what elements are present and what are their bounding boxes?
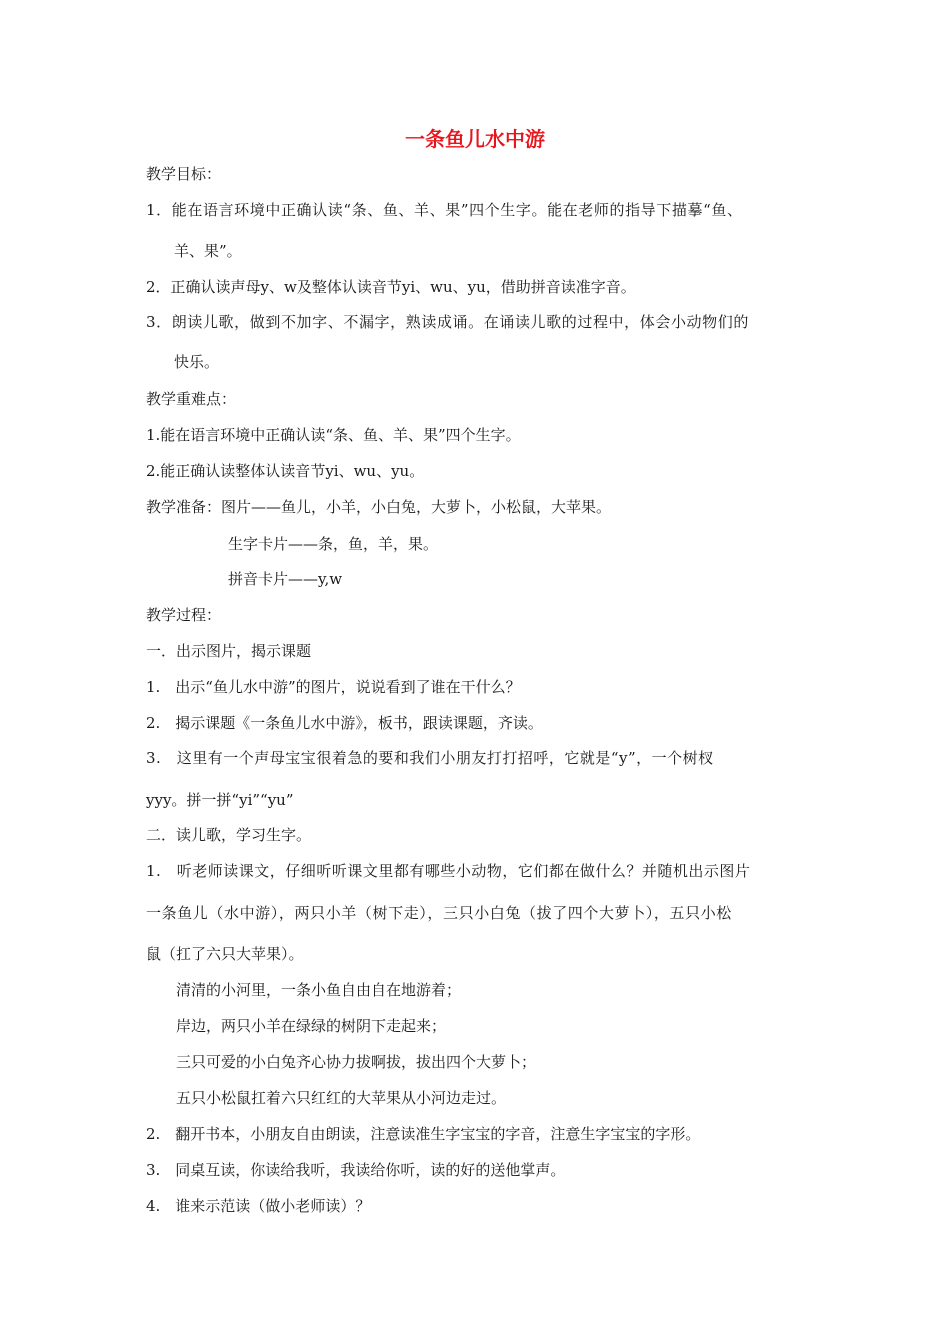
preparation: 教学准备：图片——鱼儿，小羊，小白兔，大萝卜，小松鼠，大苹果。	[146, 498, 612, 516]
step-two-item-1: 1. 听老师读课文，仔细听听课文里都有哪些小动物，它们都在做什么？并随机出示图片	[146, 862, 751, 880]
poem-line-1: 清清的小河里，一条小鱼自由自在地游着；	[176, 981, 462, 999]
objective-3: 3．朗读儿歌，做到不加字、不漏字，熟读成诵。在诵读儿歌的过程中，体会小动物们的	[146, 313, 749, 331]
step-two-item-4: 4. 谁来示范读（做小老师读）？	[146, 1197, 371, 1215]
step-one-heading: 一．出示图片，揭示课题	[146, 642, 312, 660]
poem-line-4: 五只小松鼠扛着六只红红的大苹果从小河边走过。	[176, 1089, 507, 1107]
document-title: 一条鱼儿水中游	[405, 127, 545, 151]
step-two-item-1-cont2: 鼠（扛了六只大苹果）。	[146, 945, 304, 963]
step-two-item-2: 2. 翻开书本，小朋友自由朗读，注意读准生字宝宝的字音，注意生字宝宝的字形。	[146, 1125, 701, 1143]
objective-2: 2．正确认读声母y、w及整体认读音节yi、wu、yu，借助拼音读准字音。	[146, 278, 636, 296]
key-point-1: 1.能在语言环境中正确认读“条、鱼、羊、果”四个生字。	[146, 426, 521, 444]
poem-line-3: 三只可爱的小白兔齐心协力拔啊拔，拔出四个大萝卜；	[176, 1053, 537, 1071]
section-heading-objectives: 教学目标：	[146, 165, 222, 183]
step-one-item-1: 1. 出示“鱼儿水中游”的图片，说说看到了谁在干什么？	[146, 678, 521, 696]
key-point-2: 2.能正确认读整体认读音节yi、wu、yu。	[146, 462, 425, 480]
objective-1-cont: 羊、果”。	[174, 242, 242, 260]
preparation-cards: 生字卡片——条，鱼，羊，果。	[228, 535, 439, 553]
section-heading-process: 教学过程：	[146, 606, 222, 624]
objective-3-cont: 快乐。	[174, 353, 220, 371]
poem-line-2: 岸边，两只小羊在绿绿的树阴下走起来；	[176, 1017, 447, 1035]
step-one-item-3-cont: yyy。拼一拼“yi”“yu”	[146, 791, 294, 809]
step-one-item-2: 2. 揭示课题《一条鱼儿水中游》，板书，跟读课题，齐读。	[146, 714, 543, 732]
step-two-heading: 二．读儿歌，学习生字。	[146, 826, 312, 844]
objective-1: 1．能在语言环境中正确认读“条、鱼、羊、果”四个生字。能在老师的指导下描摹“鱼、	[146, 201, 743, 219]
step-two-item-3: 3. 同桌互读，你读给我听，我读给你听，读的好的送他掌声。	[146, 1161, 566, 1179]
step-one-item-3: 3. 这里有一个声母宝宝很着急的要和我们小朋友打打招呼，它就是“y”，一个树杈	[146, 749, 714, 767]
section-heading-key-points: 教学重难点：	[146, 390, 237, 408]
preparation-pinyin: 拼音卡片——y,w	[228, 570, 343, 588]
step-two-item-1-cont: 一条鱼儿（水中游），两只小羊（树下走），三只小白兔（拔了四个大萝卜），五只小松	[146, 904, 732, 922]
